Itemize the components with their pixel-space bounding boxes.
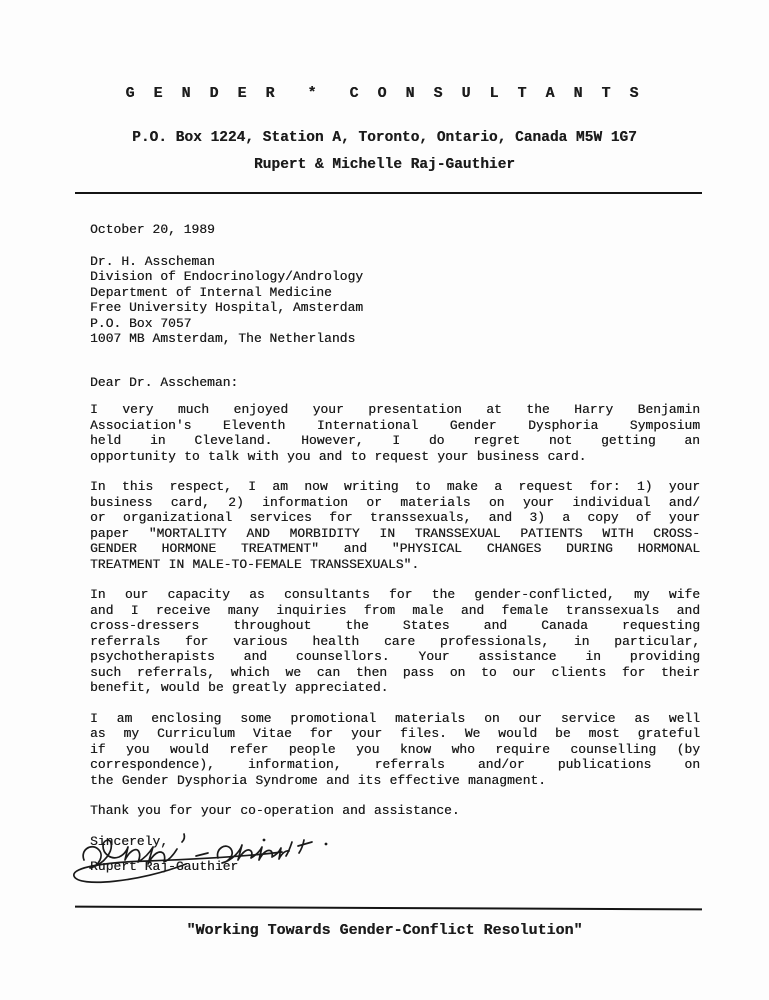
- recipient-line: Division of Endocrinology/Andrology: [90, 269, 364, 284]
- header-divider: [75, 192, 702, 194]
- letterhead: [0, 0, 769, 173]
- closing-block: [90, 834, 700, 875]
- recipient-line: Free University Hospital, Amsterdam: [90, 300, 364, 315]
- org-name: G E N D E R * C O N S U L T A N T S: [125, 85, 644, 102]
- paragraph: [90, 402, 700, 464]
- paragraph: [90, 711, 700, 789]
- recipient-line: 1007 MB Amsterdam, The Netherlands: [90, 331, 356, 346]
- letterhead-address: P.O. Box 1224, Station A, Toronto, Ontario, Canada M5W 1G7: [132, 130, 637, 146]
- paragraph-line: held in Cleveland. However, I do regret not getting an: [90, 433, 700, 448]
- paragraph: [90, 803, 700, 819]
- recipient-line: Dr. H. Asscheman: [90, 253, 215, 269]
- paragraph-line: GENDER HORMONE TREATMENT" and "PHYSICAL CHANGES DURING HORMONAL: [90, 541, 700, 556]
- salutation: Dear Dr. Asscheman:: [90, 374, 239, 390]
- paragraph-line: referrals for various health care professionals, in particular,: [90, 633, 700, 649]
- paragraph-line: the Gender Dysphoria Syndrome and its effective managment.: [90, 772, 546, 788]
- paragraph-line: cross-dressers throughout the States and Canada requesting: [90, 618, 700, 633]
- paragraph-line: business card, 2) information or materials on your individual and/: [90, 494, 700, 510]
- closing-word: Sincerely,: [90, 833, 169, 849]
- paragraph-line: psychotherapists and counsellors. Your assistance in providing: [90, 649, 700, 664]
- recipient-line: Department of Internal Medicine: [90, 284, 332, 300]
- paragraph-line: as my Curriculum Vitae for your files. We would be most grateful: [90, 726, 700, 741]
- paragraph-line: benefit, would be greatly appreciated.: [90, 680, 389, 695]
- letterhead-names: Rupert & Michelle Raj-Gauthier: [253, 157, 516, 173]
- paragraph: [90, 479, 700, 572]
- paragraph-line: In this respect, I am now writing to make a request for: 1) your: [90, 479, 700, 494]
- recipient-address: [90, 254, 700, 347]
- paragraph-line: such referrals, which we can then pass on to our clients for their: [90, 664, 700, 680]
- paragraph: [90, 587, 700, 696]
- paragraph-line: Association's Eleventh International Gender Dysphoria Symposium: [90, 417, 700, 433]
- paragraph-line: Thank you for your co-operation and assistance.: [90, 803, 460, 818]
- paragraph-line: and I receive many inquiries from male and female transsexuals and: [90, 602, 700, 618]
- paragraph-line: I very much enjoyed your presentation at the Harry Benjamin: [90, 402, 700, 417]
- typed-signature-name: Rupert Raj-Gauthier: [90, 859, 239, 874]
- paragraph-line: correspondence), information, referrals and/or publications on: [90, 757, 700, 772]
- paragraph-line: or organizational services for transsexuals, and 3) a copy of your: [90, 510, 700, 525]
- recipient-line: P.O. Box 7057: [90, 315, 192, 331]
- paragraph-line: if you would refer people you know who require counselling (by: [90, 741, 700, 757]
- footer-divider: [75, 905, 702, 910]
- letter-body: [90, 402, 700, 819]
- paragraph-line: In our capacity as consultants for the gender-conflicted, my wife: [90, 587, 700, 602]
- letter-date: October 20, 1989: [90, 222, 215, 237]
- paragraph-line: I am enclosing some promotional materials on our service as well: [90, 710, 700, 726]
- paragraph-line: opportunity to talk with you and to request your business card.: [90, 448, 587, 464]
- paragraph-line: paper "MORTALITY AND MORBIDITY IN TRANSSEXUAL PATIENTS WITH CROSS-: [90, 525, 700, 541]
- paragraph-line: TREATMENT IN MALE-TO-FEMALE TRANSSEXUALS".: [90, 556, 420, 572]
- footer-motto: "Working Towards Gender-Conflict Resolution": [186, 921, 583, 939]
- letter-footer: [0, 923, 769, 939]
- letter-content: [90, 222, 700, 875]
